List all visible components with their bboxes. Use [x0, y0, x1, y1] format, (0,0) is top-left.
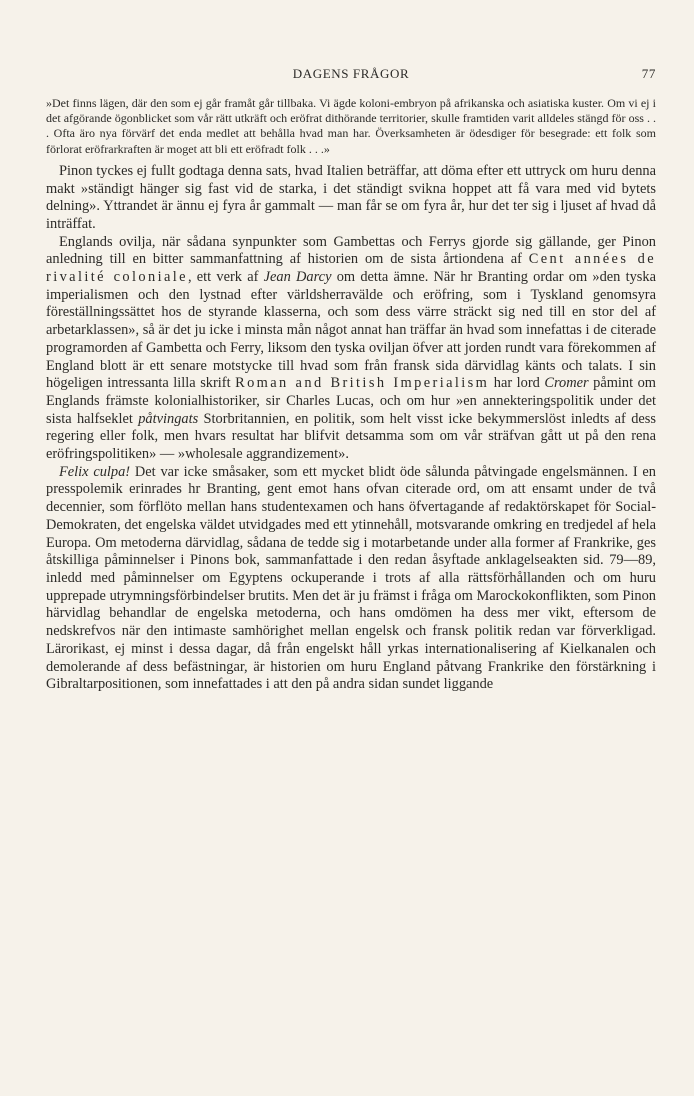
author-cromer: Cromer	[544, 375, 589, 392]
running-head	[46, 62, 656, 84]
phrase-felix-culpa: Felix culpa!	[59, 463, 131, 480]
paragraph-2-text-a: Englands ovilja, när sådana synpunkter som Gambettas och Ferrys gjorde sig gällande, ger Pinon anledning till en bitter sammanfattning af historien om de sista årtiondena af	[46, 233, 656, 268]
paragraph-2	[46, 234, 656, 464]
book-title-roman-british: Roman and British Imperialism	[235, 375, 490, 392]
book-page	[46, 62, 656, 694]
running-title: DAGENS FRÅGOR	[292, 66, 410, 81]
author-jean-darcy: Jean Darcy	[263, 269, 332, 286]
paragraph-2-text-k: Storbritannien, en politik, som helt visst icke bekymmerslöst inledts af dess regering eller folk, men hvars resultat har blifvit detsamma som om vår sträfvan gått ut på den rena eröfringspolitiken» — »wholesale aggrandizement».	[46, 410, 656, 463]
quote-block	[46, 96, 656, 157]
paragraph-1: Pinon tyckes ej fullt godtaga denna sats, hvad Italien beträffar, att döma efter ett uttryck om huru denna makt »ständigt hänger sig fast vid de starka, i det ständigt svikna hoppet att få vara med vid bytets delning». Yttrandet är ännu ej fyra år gammalt — man får se om fyra år, hur det ter sig i ljuset af hvad då inträffat.	[46, 162, 656, 232]
quote-paragraph: »Det finns lägen, där den som ej går framåt går tillbaka. Vi ägde koloni-embryon på afrikanska och asiatiska kuster. Om vi ej i det afgörande ögonblicket som vår rätt utkräft och eröfrat dithörande territorier, skulle framtiden varit alldeles stängd för oss . . . Ofta äro nya förvärf det enda medlet att behålla hvad man har. Överksamheten är ödesdiger för besegrade: ett folk som förlorat eröfrarkraften är moget att bli ett eröfradt folk . . .»	[46, 96, 656, 156]
book-title-cent-annees: Cent années de rivalité coloniale	[46, 251, 656, 286]
body-text	[46, 163, 656, 694]
paragraph-3	[46, 464, 656, 694]
emphasis-patvingats: påtvingats	[138, 410, 199, 427]
page-number: 77	[641, 66, 656, 81]
paragraph-3-text-b: Det var icke småsaker, som ett mycket blidt öde sålunda påtvingade engelsmännen. I en presspolemik erinrades hr Branting, gent emot hans ofvan citerade ord, om att ensamt under de två decennier, som förflöto mellan hans studentexamen och hans öfvertagande af redaktörskapet för Social-Demokraten, det engelska väldet utvidgades med ett ytinnehåll, motsvarande omkring en tredjedel af hela Europa. Om metoderna därvidlag, sådana de tedde sig i motarbetande under alla former af Frankrike, ges åtskilliga påminnelser i Pinons bok, sammanfattade i den redan åsyftade anklagelseakten sid. 79—89, inledd med påminnelser om Egyptens ockuperande i trots af alla rättsförhållanden och om huru upprepade utrymningsförbindelser brutits. Men det är ju främst i fråga om Marockokonflikten, som Pinon härvidlag behandlar de engelska metoderna, och hans omdömen ha dess mer vikt, eftersom de nedskrefvos när den intimaste samhörighet mellan engelsk och fransk politik redan var förverkligad. Lärorikast, ej minst i dessa dagar, då från engelskt håll yrkas internationalisering af Kielkanalen och demolerande af dess befästningar, är historien om huru England påtvang Frankrike den förstärkning i Gibraltarpositionen, som innefattades i att den på andra sidan sundet liggande	[46, 463, 656, 693]
paragraph-2-text-i: påmint om Englands främste kolonialhistoriker, sir Charles Lucas, och om hur »en annekteringspolitik under det sista halfseklet	[46, 375, 656, 427]
paragraph-2-text-g: har lord	[489, 375, 545, 392]
paragraph-2-text-e: om detta ämne. När hr Branting ordar om »den tyska imperialismen och den lystnad efter världsherravälde och eröfring, som i Tyskland genomsyra föreställningssättet hos de styrande klasserna, och som dess värre sträckt sig ned till en stor del af arbetarklassen», så är det ju icke i minsta mån något annat han träffar än hvad som innefattas i de citerade programorden af Gambetta och Ferry, liksom den tyska oviljan öfver att jorden rundt vara förekommen af England blott är ett senare motstycke till hvad som från fransk sida därvidlag känts och talats. I sin högeligen intressanta lilla skrift	[46, 269, 656, 392]
paragraph-2-text-c: , ett verk af	[187, 269, 264, 286]
